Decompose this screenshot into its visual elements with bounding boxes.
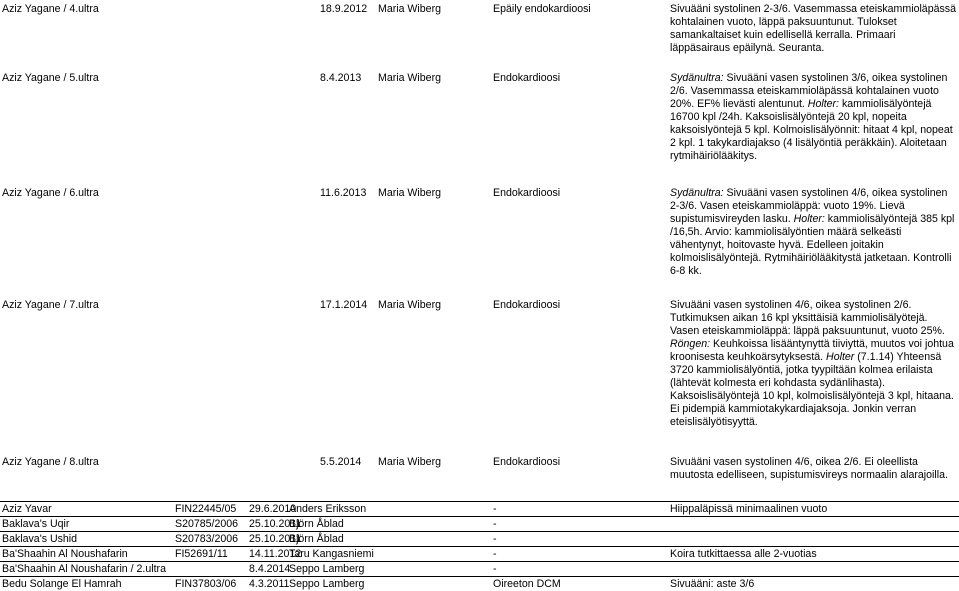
exam-reason: - <box>493 548 497 560</box>
exam-reason: Endokardioosi <box>493 187 561 199</box>
finding-text: (7.1.14) Yhteensä 3720 kammiolisälyöntiä, jotka tyypiltään kolmea erilaista (lähtevät kolmesta eri kohdasta sydänlihasta). Kaksoislisälyöntejä 10 kpl, kolmoislisälyöntejä 3 kpl, hitaana. Ei pidempiä kammiotakykardiajaksoja. Jonkin verran eteislisälyötisyyttä. <box>670 351 954 428</box>
exam-finding: Sivuääni: aste 3/6 <box>670 578 755 590</box>
exam-date: 8.4.2013 <box>320 72 362 84</box>
doctor-name: Björn Åblad <box>289 533 344 545</box>
exam-finding <box>670 456 957 482</box>
patient-name: Baklava's Ushid <box>2 533 78 545</box>
registry-id: S20785/2006 <box>175 518 239 530</box>
exam-date: 8.4.2014 <box>249 563 291 575</box>
exam-date: 25.10.2011 <box>249 518 302 530</box>
doctor-name: Maria Wiberg <box>378 456 441 468</box>
exam-finding <box>670 187 957 278</box>
exam-date: 29.6.2010 <box>249 503 297 515</box>
exam-reason: - <box>493 533 497 545</box>
finding-label: Holter: <box>807 98 839 110</box>
finding-text: Sivuääni vasen systolinen 3/6, oikea systolinen 2/6. Vasemmassa eteiskammioläpässä kohtalainen vuoto 20%. EF% lievästi alentunut. <box>670 72 948 110</box>
finding-text: Sivuääni systolinen 2-3/6. Vasemmassa eteiskammioläpässä kohtalainen vuoto, läppä paksuuntunut. Tulokset samankaltaiset kuin edellisellä kerralla. Primaari läppäsairaus epäilynä. Seuranta. <box>670 3 956 54</box>
finding-text: Sivuääni vasen systolinen 4/6, oikea systolinen 2/6. Tutkimuksen aikan 16 kpl yksittäisiä kammiolisälyötejä. Vasen eteiskammioläppä: läppä paksuuntunut, vuoto 25%. <box>670 299 945 337</box>
exam-date: 4.3.2011 <box>249 578 290 590</box>
exam-reason: Epäily endokardioosi <box>493 3 591 15</box>
doctor-name: Seppo Lamberg <box>289 578 365 590</box>
finding-text: Sivuääni vasen systolinen 4/6, oikea 2/6. Ei oleellista muutosta edelliseen, supistumisvireys normaalin alarajoilla. <box>670 456 948 481</box>
registry-id: S20783/2006 <box>175 533 239 545</box>
exam-reason: Oireeton DCM <box>493 578 561 590</box>
registry-id: FI52691/11 <box>175 548 228 560</box>
doctor-name: Seppo Lamberg <box>289 563 365 575</box>
finding-text: kammiolisälyöntejä 16700 kpl /24h. Kaksoislisälyöntejä 20 kpl, nopeita kaksoislyöntejä 5 kpl. Kolmoislisälyönnit: hitaat 4 kpl, nopeat 2 kpl. 1 takykardiajakso (4 lisälyöntiä peräkkäin). Aloitetaan rytmihäiriölääkitys. <box>670 98 953 162</box>
finding-text: Keuhkoissa lisääntynyttä tiivіyttä, muutos voi johtua kroonisesta keuhkoärsytyksestä. <box>670 338 954 363</box>
exam-finding <box>670 3 957 55</box>
exam-date: 18.9.2012 <box>320 3 368 15</box>
exam-date: 5.5.2014 <box>320 456 362 468</box>
doctor-name: Maria Wiberg <box>378 299 441 311</box>
exam-date: 11.6.2013 <box>320 187 367 199</box>
exam-date: 17.1.2014 <box>320 299 368 311</box>
patient-name: Aziz Yagane / 6.ultra <box>2 187 99 199</box>
doctor-name: Maria Wiberg <box>378 3 441 15</box>
patient-name: Aziz Yagane / 7.ultra <box>2 299 99 311</box>
doctor-name: Anders Eriksson <box>289 503 367 515</box>
exam-reason: Endokardioosi <box>493 72 561 84</box>
exam-date: 25.10.2011 <box>249 533 302 545</box>
exam-date: 14.11.2012 <box>249 548 302 560</box>
patient-row <box>0 531 959 546</box>
finding-label: Sydänultra: <box>670 72 724 84</box>
exam-finding <box>670 299 957 429</box>
patient-name: Ba'Shaahin Al Noushafarin <box>2 548 128 560</box>
patient-row <box>0 546 959 561</box>
exam-reason: Endokardioosi <box>493 299 561 311</box>
patient-row <box>0 516 959 531</box>
patient-name: Aziz Yagane / 4.ultra <box>2 3 99 15</box>
finding-text: kammiolisälyöntejä 385 kpl /16,5h. Arvio: kammiolisälyöntien määrä selkeästi vähentynyt, hoitovaste hyvä. Edelleen joitakin kolmoislisälyöntejä. Rytmihäiriölääkitystä jatketaan. Kontrolli 6-8 kk. <box>670 213 955 277</box>
doctor-name: Björn Åblad <box>289 518 344 530</box>
finding-text: Sivuääni vasen systolinen 4/6, oikea systolinen 2-3/6. Vasen eteiskammioläppä: vuoto 19%. Lievä supistumisvireyden lasku. <box>670 187 948 225</box>
patient-row <box>0 561 959 576</box>
patient-name: Aziz Yagane / 8.ultra <box>2 456 99 468</box>
exam-finding <box>670 72 957 163</box>
finding-label: Holter <box>826 351 855 363</box>
doctor-name: Taru Kangasniemi <box>289 548 374 560</box>
exam-reason: - <box>493 563 497 575</box>
finding-label: Sydänultra: <box>670 187 724 199</box>
patient-row <box>0 576 959 591</box>
patient-name: Aziz Yagane / 5.ultra <box>2 72 99 84</box>
patient-row <box>0 501 959 516</box>
exam-finding: Koira tutkittaessa alle 2-vuotias <box>670 548 817 560</box>
registry-id: FIN22445/05 <box>175 503 237 515</box>
patient-name: Baklava's Uqir <box>2 518 70 530</box>
exam-reason: Endokardioosi <box>493 456 561 468</box>
doctor-name: Maria Wiberg <box>378 187 441 199</box>
patient-name: Ba'Shaahin Al Noushafarin / 2.ultra <box>2 563 166 575</box>
doctor-name: Maria Wiberg <box>378 72 441 84</box>
patient-name: Bedu Solange El Hamrah <box>2 578 122 590</box>
finding-label: Röngen: <box>670 338 711 350</box>
registry-id: FIN37803/06 <box>175 578 237 590</box>
exam-reason: - <box>493 518 497 530</box>
finding-label: Holter: <box>793 213 825 225</box>
exam-reason: - <box>493 503 497 515</box>
patient-name: Aziz Yavar <box>2 503 52 515</box>
exam-finding: Hiippaläpissä minimaalinen vuoto <box>670 503 828 515</box>
